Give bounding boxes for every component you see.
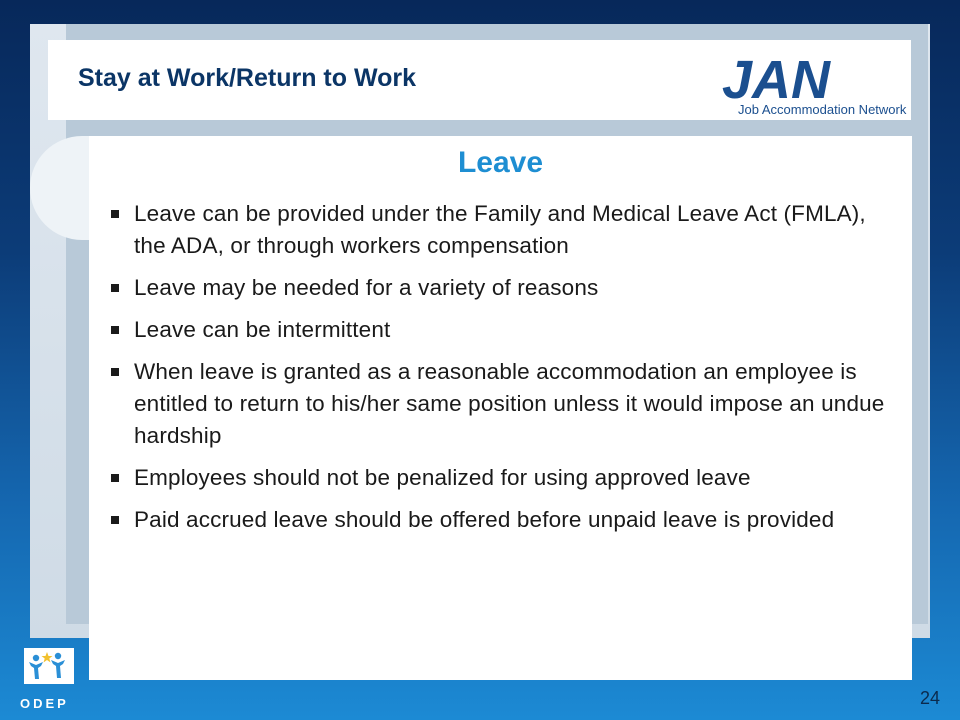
bullet-item [107, 462, 903, 494]
odep-logo-text: ODEP [20, 696, 69, 711]
bullet-text: Paid accrued leave should be offered before unpaid leave is provided [134, 507, 835, 532]
square-bullet-icon [111, 210, 119, 218]
square-bullet-icon [111, 474, 119, 482]
bullet-text: Leave may be needed for a variety of reasons [134, 275, 599, 300]
content-panel [89, 136, 912, 680]
page-number: 24 [919, 688, 940, 708]
section-heading: Leave [457, 146, 544, 179]
bullet-text: When leave is granted as a reasonable accommodation an employee is entitled to return to his/her same position unless it would impose an undue hardship [134, 359, 885, 448]
bullet-list [107, 198, 903, 546]
bullet-item [107, 198, 903, 262]
jan-logo-letters: JAN [722, 50, 831, 110]
bullet-text: Leave can be provided under the Family and Medical Leave Act (FMLA), the ADA, or through workers compensation [134, 201, 866, 258]
square-bullet-icon [111, 284, 119, 292]
bullet-text: Leave can be intermittent [134, 317, 391, 342]
square-bullet-icon [111, 326, 119, 334]
title-bar [48, 40, 911, 120]
bullet-text: Employees should not be penalized for using approved leave [134, 465, 751, 490]
jan-logo [718, 46, 954, 118]
jan-logo-subtitle: Job Accommodation Network [738, 102, 907, 117]
bullet-item [107, 314, 903, 346]
square-bullet-icon [111, 516, 119, 524]
bullet-item [107, 504, 903, 536]
bullet-item [107, 356, 903, 452]
bullet-item [107, 272, 903, 304]
slide-title: Stay at Work/Return to Work [78, 64, 417, 92]
square-bullet-icon [111, 368, 119, 376]
odep-logo [14, 646, 80, 714]
